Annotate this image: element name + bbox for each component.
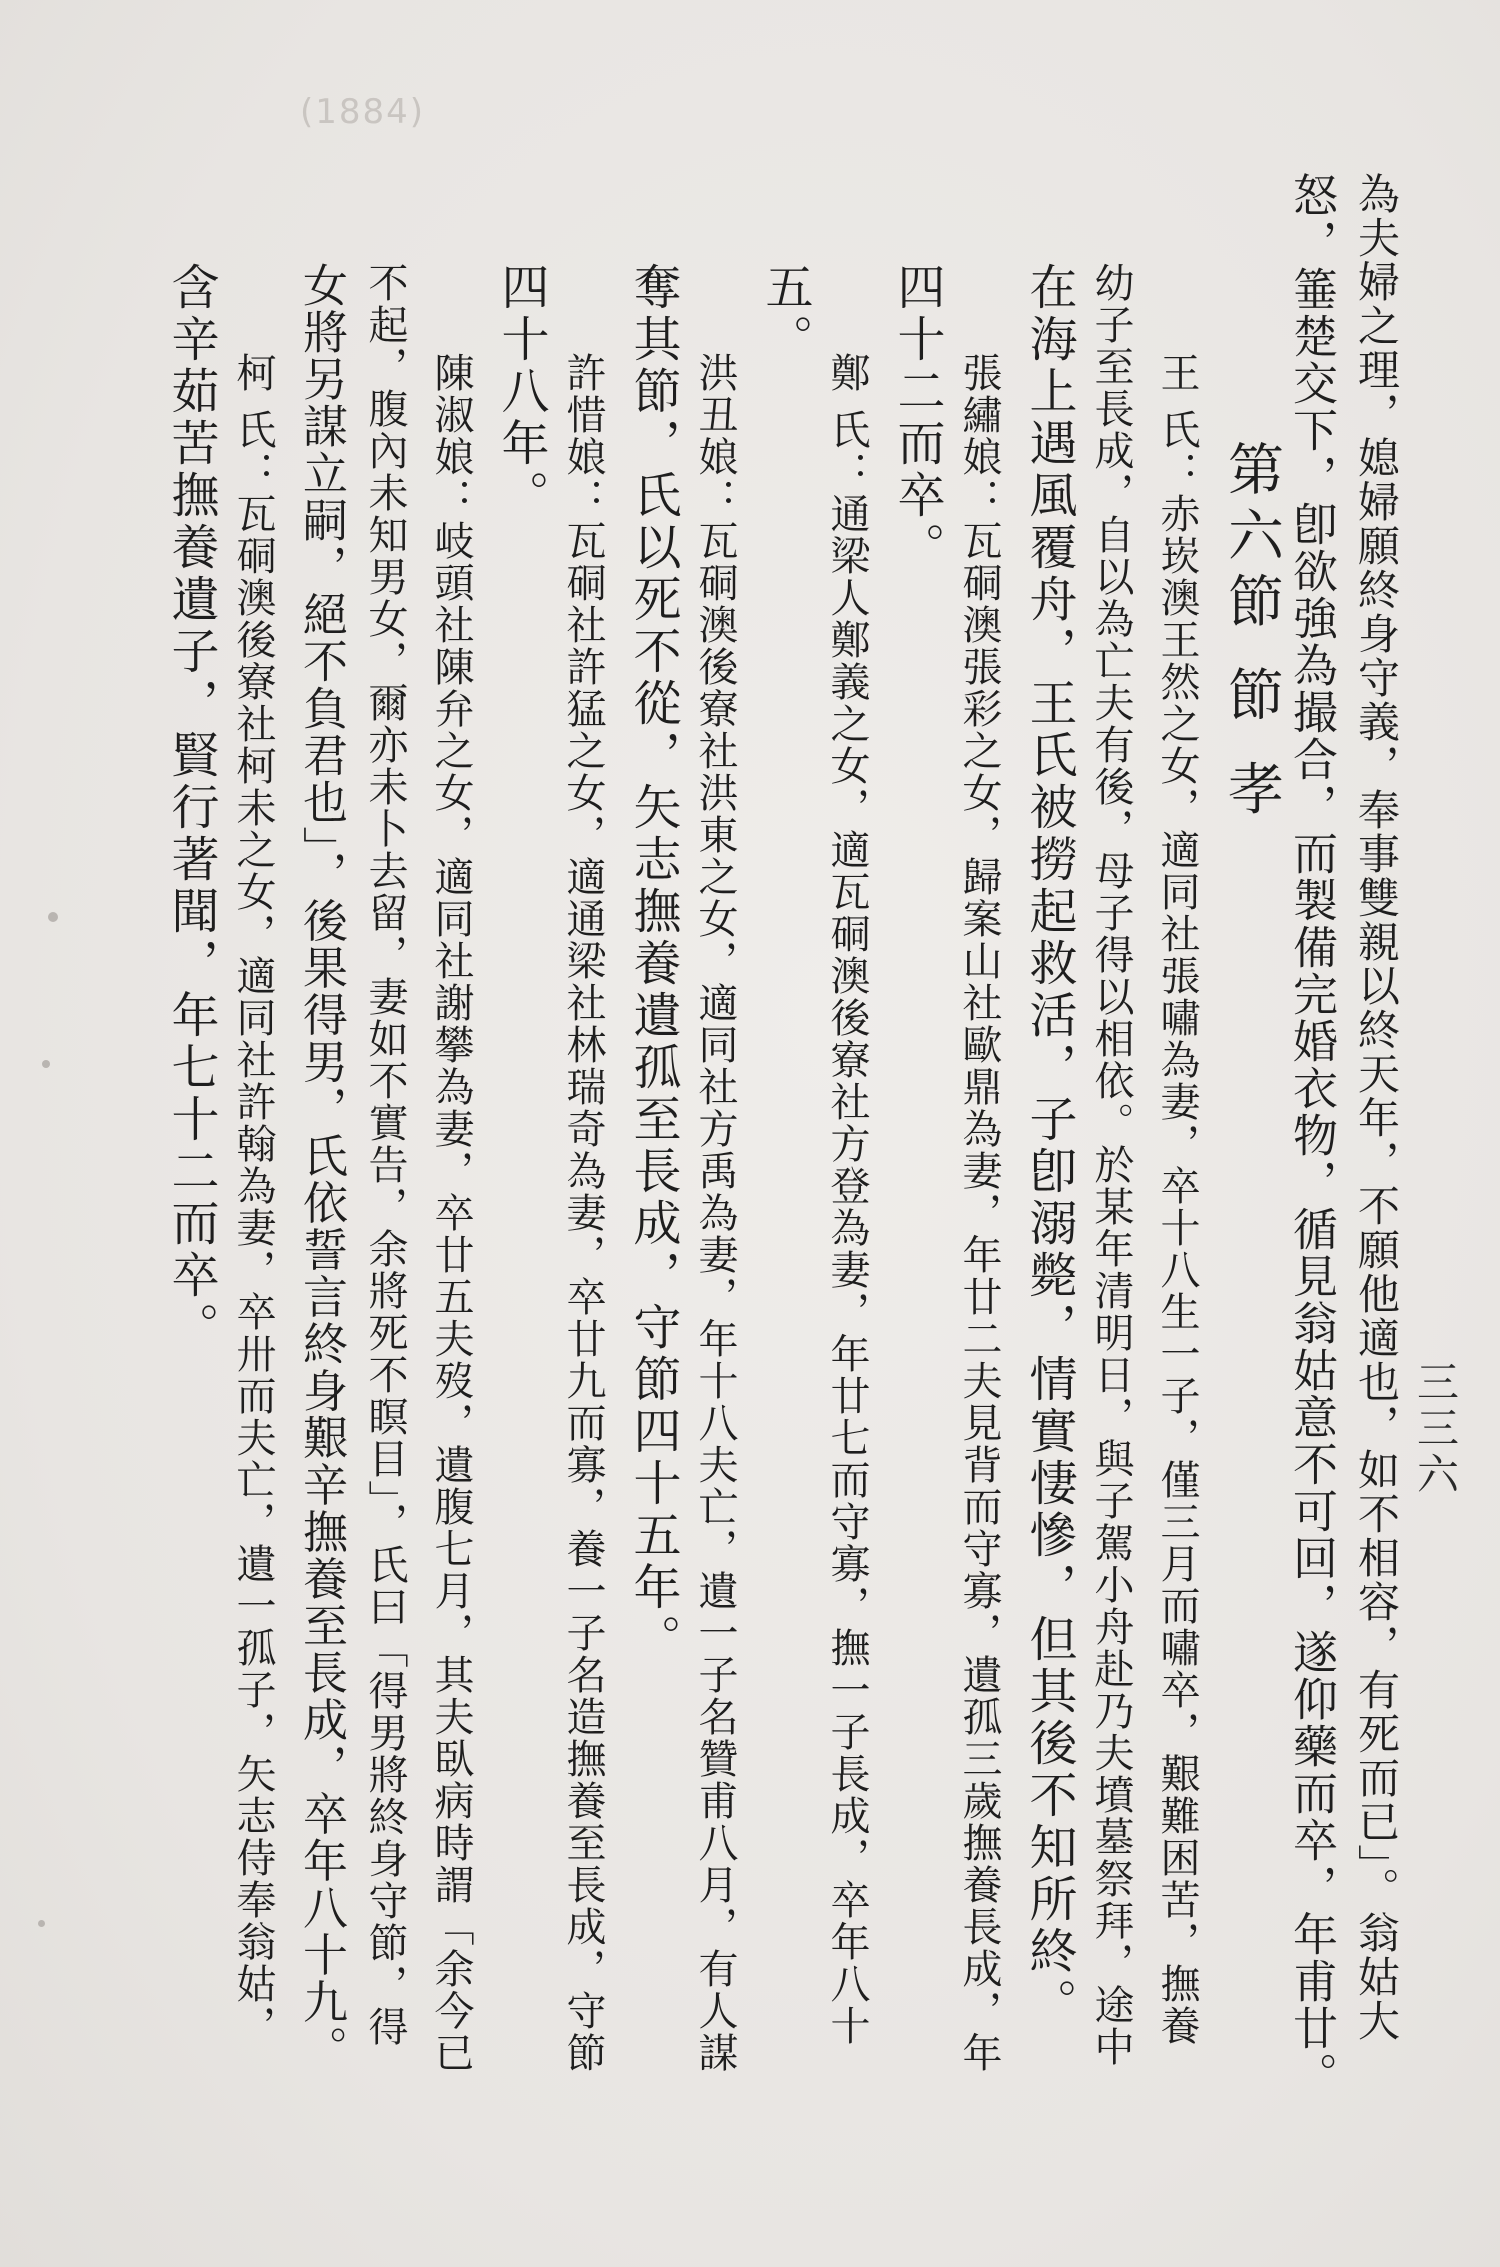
text-column: 女將另謀立嗣，絕不負君也」，後果得男，氏依誓言終身艱辛撫養至長成，卒年八十九。 (295, 262, 348, 2073)
text-column: 柯 氏：瓦硐澳後寮社柯未之女，適同社許翰為妻，卒卅而夫亡，遺一孤子，矢志侍奉翁姑， (230, 352, 276, 2047)
text-column: 幼子至長成，自以為亡夫有後，母子得以相依。於某年清明日，與子駕小舟赴乃夫墳墓祭拜，途中 (1088, 262, 1134, 2068)
paper-speck (48, 912, 58, 922)
section-heading: 第六節 節 孝 (1219, 440, 1284, 826)
text-column: 在海上遇風覆舟，王氏被撈起救活，子卽溺斃，情實悽慘，但其後不知所終。 (1021, 262, 1077, 2030)
text-column: 鄭 氏：通梁人鄭義之女，適瓦硐澳後寮社方登為妻，年廿七而守寡，撫一子長成，卒年八十 (824, 352, 870, 2047)
text-column: 怒，箠楚交下，卽欲強為撮合，而製備完婚衣物，循見翁姑意不可回，遂仰藥而卒，年甫廿。 (1285, 172, 1338, 2099)
text-column: 四十八年。 (493, 262, 549, 522)
text-column: 為夫婦之理，媳婦願終身守義，奉事雙親以終天年，不願他適也，如不相容，有死而已」。翁姑大 (1352, 172, 1401, 2043)
text-column: 四十二而卒。 (889, 262, 945, 574)
text-column: 洪丑娘：瓦硐澳後寮社洪東之女，適同社方禹為妻，年十八夫亡，遺一子名贊甫八月，有人謀 (692, 352, 738, 2074)
text-column: 五。 (757, 262, 813, 366)
text-column: 陳淑娘：岐頭社陳弁之女，適同社謝攀為妻，卒廿五夫歿，遺腹七月，其夫臥病時謂「余今已 (428, 352, 474, 2074)
page-number: 三三六 (1411, 1360, 1460, 1498)
text-column: 含辛茹苦撫養遺子，賢行著聞，年七十二而卒。 (163, 262, 219, 1354)
text-column: 奪其節，氏以死不從，矢志撫養遺孤至長成，守節四十五年。 (625, 262, 681, 1666)
text-column: 不起，腹內未知男女，爾亦未卜去留，妻如不實告，余將死不瞑目」，氏曰「得男將終身守節，得 (362, 262, 408, 2048)
pencil-annotation: (1884) (300, 92, 426, 132)
paper-speck (42, 1060, 50, 1068)
text-column: 張繡娘：瓦硐澳張彩之女，歸案山社歐鼎為妻，年廿二夫見背而守寡，遺孤三歲撫養長成，年 (956, 352, 1002, 2074)
paper-speck (38, 1920, 45, 1927)
text-column: 許惜娘：瓦硐社許猛之女，適通梁社林瑞奇為妻，卒廿九而寡，養一子名造撫養至長成，守節 (560, 352, 606, 2074)
text-column: 王 氏：赤崁澳王然之女，適同社張嘯為妻，卒十八生一子，僅三月而嘯卒，艱難困苦，撫養 (1154, 352, 1200, 2047)
